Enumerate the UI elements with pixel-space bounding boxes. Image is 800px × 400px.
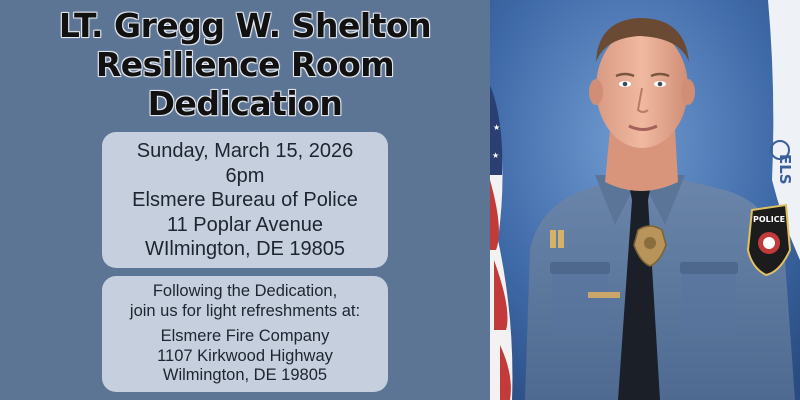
event-city: WIlmington, DE 19805: [144, 238, 346, 260]
event-time: 6pm: [225, 164, 265, 187]
event-date: Sunday, March 15, 2026: [136, 140, 354, 162]
reception-intro-line2: join us for light refreshments at:: [129, 301, 361, 320]
title-line-name: LT. Gregg W. Shelton: [58, 6, 432, 45]
title-line-room: Resilience Room: [95, 45, 395, 84]
svg-text:★: ★: [492, 151, 500, 160]
title-line-dedication: Dedication: [147, 84, 343, 123]
event-details-card: [102, 132, 388, 268]
reception-intro-line1: Following the Dedication,: [152, 282, 338, 300]
reception-venue: Elsmere Fire Company: [160, 327, 330, 345]
page-title: [0, 6, 490, 123]
reception-street: 1107 Kirkwood Highway: [157, 346, 333, 365]
uniform: [525, 175, 795, 400]
svg-text:★: ★: [493, 123, 501, 132]
reception-city: Wilmington, DE 19805: [162, 366, 328, 384]
reception-details-card: [102, 276, 388, 392]
patch-text: POLICE: [752, 215, 786, 224]
event-street: 11 Poplar Avenue: [166, 213, 324, 236]
officer-portrait: [490, 0, 800, 400]
portrait-illustration: [490, 0, 800, 400]
flag-text: ELS: [776, 154, 794, 185]
event-venue: Elsmere Bureau of Police: [132, 189, 358, 211]
